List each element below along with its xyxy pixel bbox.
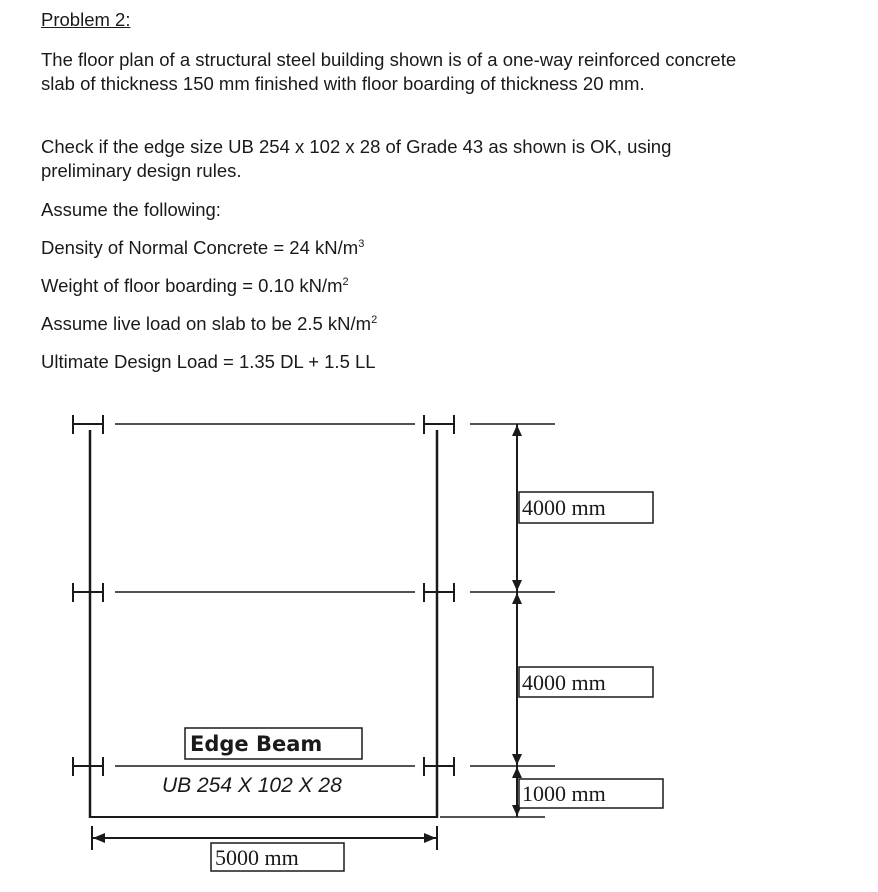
column-symbol-mid-right	[424, 583, 454, 602]
intro-line-2: slab of thickness 150 mm finished with floor boarding of thickness 20 mm.	[41, 73, 645, 94]
arrow-mid-up	[512, 593, 522, 604]
assume-intro: Assume the following:	[41, 199, 221, 220]
arrow-edge-down	[512, 754, 522, 765]
column-symbol-top-left	[73, 415, 103, 434]
arrow-left	[93, 833, 105, 843]
ultimate-load: Ultimate Design Load = 1.35 DL + 1.5 LL	[41, 351, 376, 372]
arrow-mid-down	[512, 580, 522, 591]
span-top-label: 4000 mm	[522, 495, 606, 520]
span-middle-label: 4000 mm	[522, 670, 606, 695]
column-symbol-mid-left	[73, 583, 103, 602]
edge-beam-title: Edge Beam	[190, 732, 323, 756]
edge-beam-section: UB 254 X 102 X 28	[162, 774, 342, 797]
arrow-top-up	[512, 425, 522, 436]
column-symbol-top-right	[424, 415, 454, 434]
concrete-density-exponent: 3	[358, 238, 365, 250]
problem-heading: Problem 2:	[41, 9, 131, 30]
column-symbol-edge-right	[424, 757, 454, 776]
boarding-weight-text: Weight of floor boarding = 0.10 kN/m	[41, 275, 343, 296]
check-line-2: preliminary design rules.	[41, 160, 242, 181]
boarding-weight-exponent: 2	[342, 276, 349, 288]
column-symbol-edge-left	[73, 757, 103, 776]
live-load-exponent: 2	[371, 314, 378, 326]
check-line-1: Check if the edge size UB 254 x 102 x 28 of Grade 43 as shown is OK, using	[41, 136, 672, 157]
concrete-density-text: Density of Normal Concrete = 24 kN/m	[41, 237, 359, 258]
arrow-right	[424, 833, 436, 843]
arrow-edge-up	[512, 767, 522, 778]
overhang-label: 1000 mm	[522, 781, 606, 806]
intro-line-1: The floor plan of a structural steel building shown is of a one-way reinforced concrete	[41, 49, 737, 70]
beam-span-label: 5000 mm	[215, 845, 299, 870]
live-load-text: Assume live load on slab to be 2.5 kN/m	[41, 313, 372, 334]
